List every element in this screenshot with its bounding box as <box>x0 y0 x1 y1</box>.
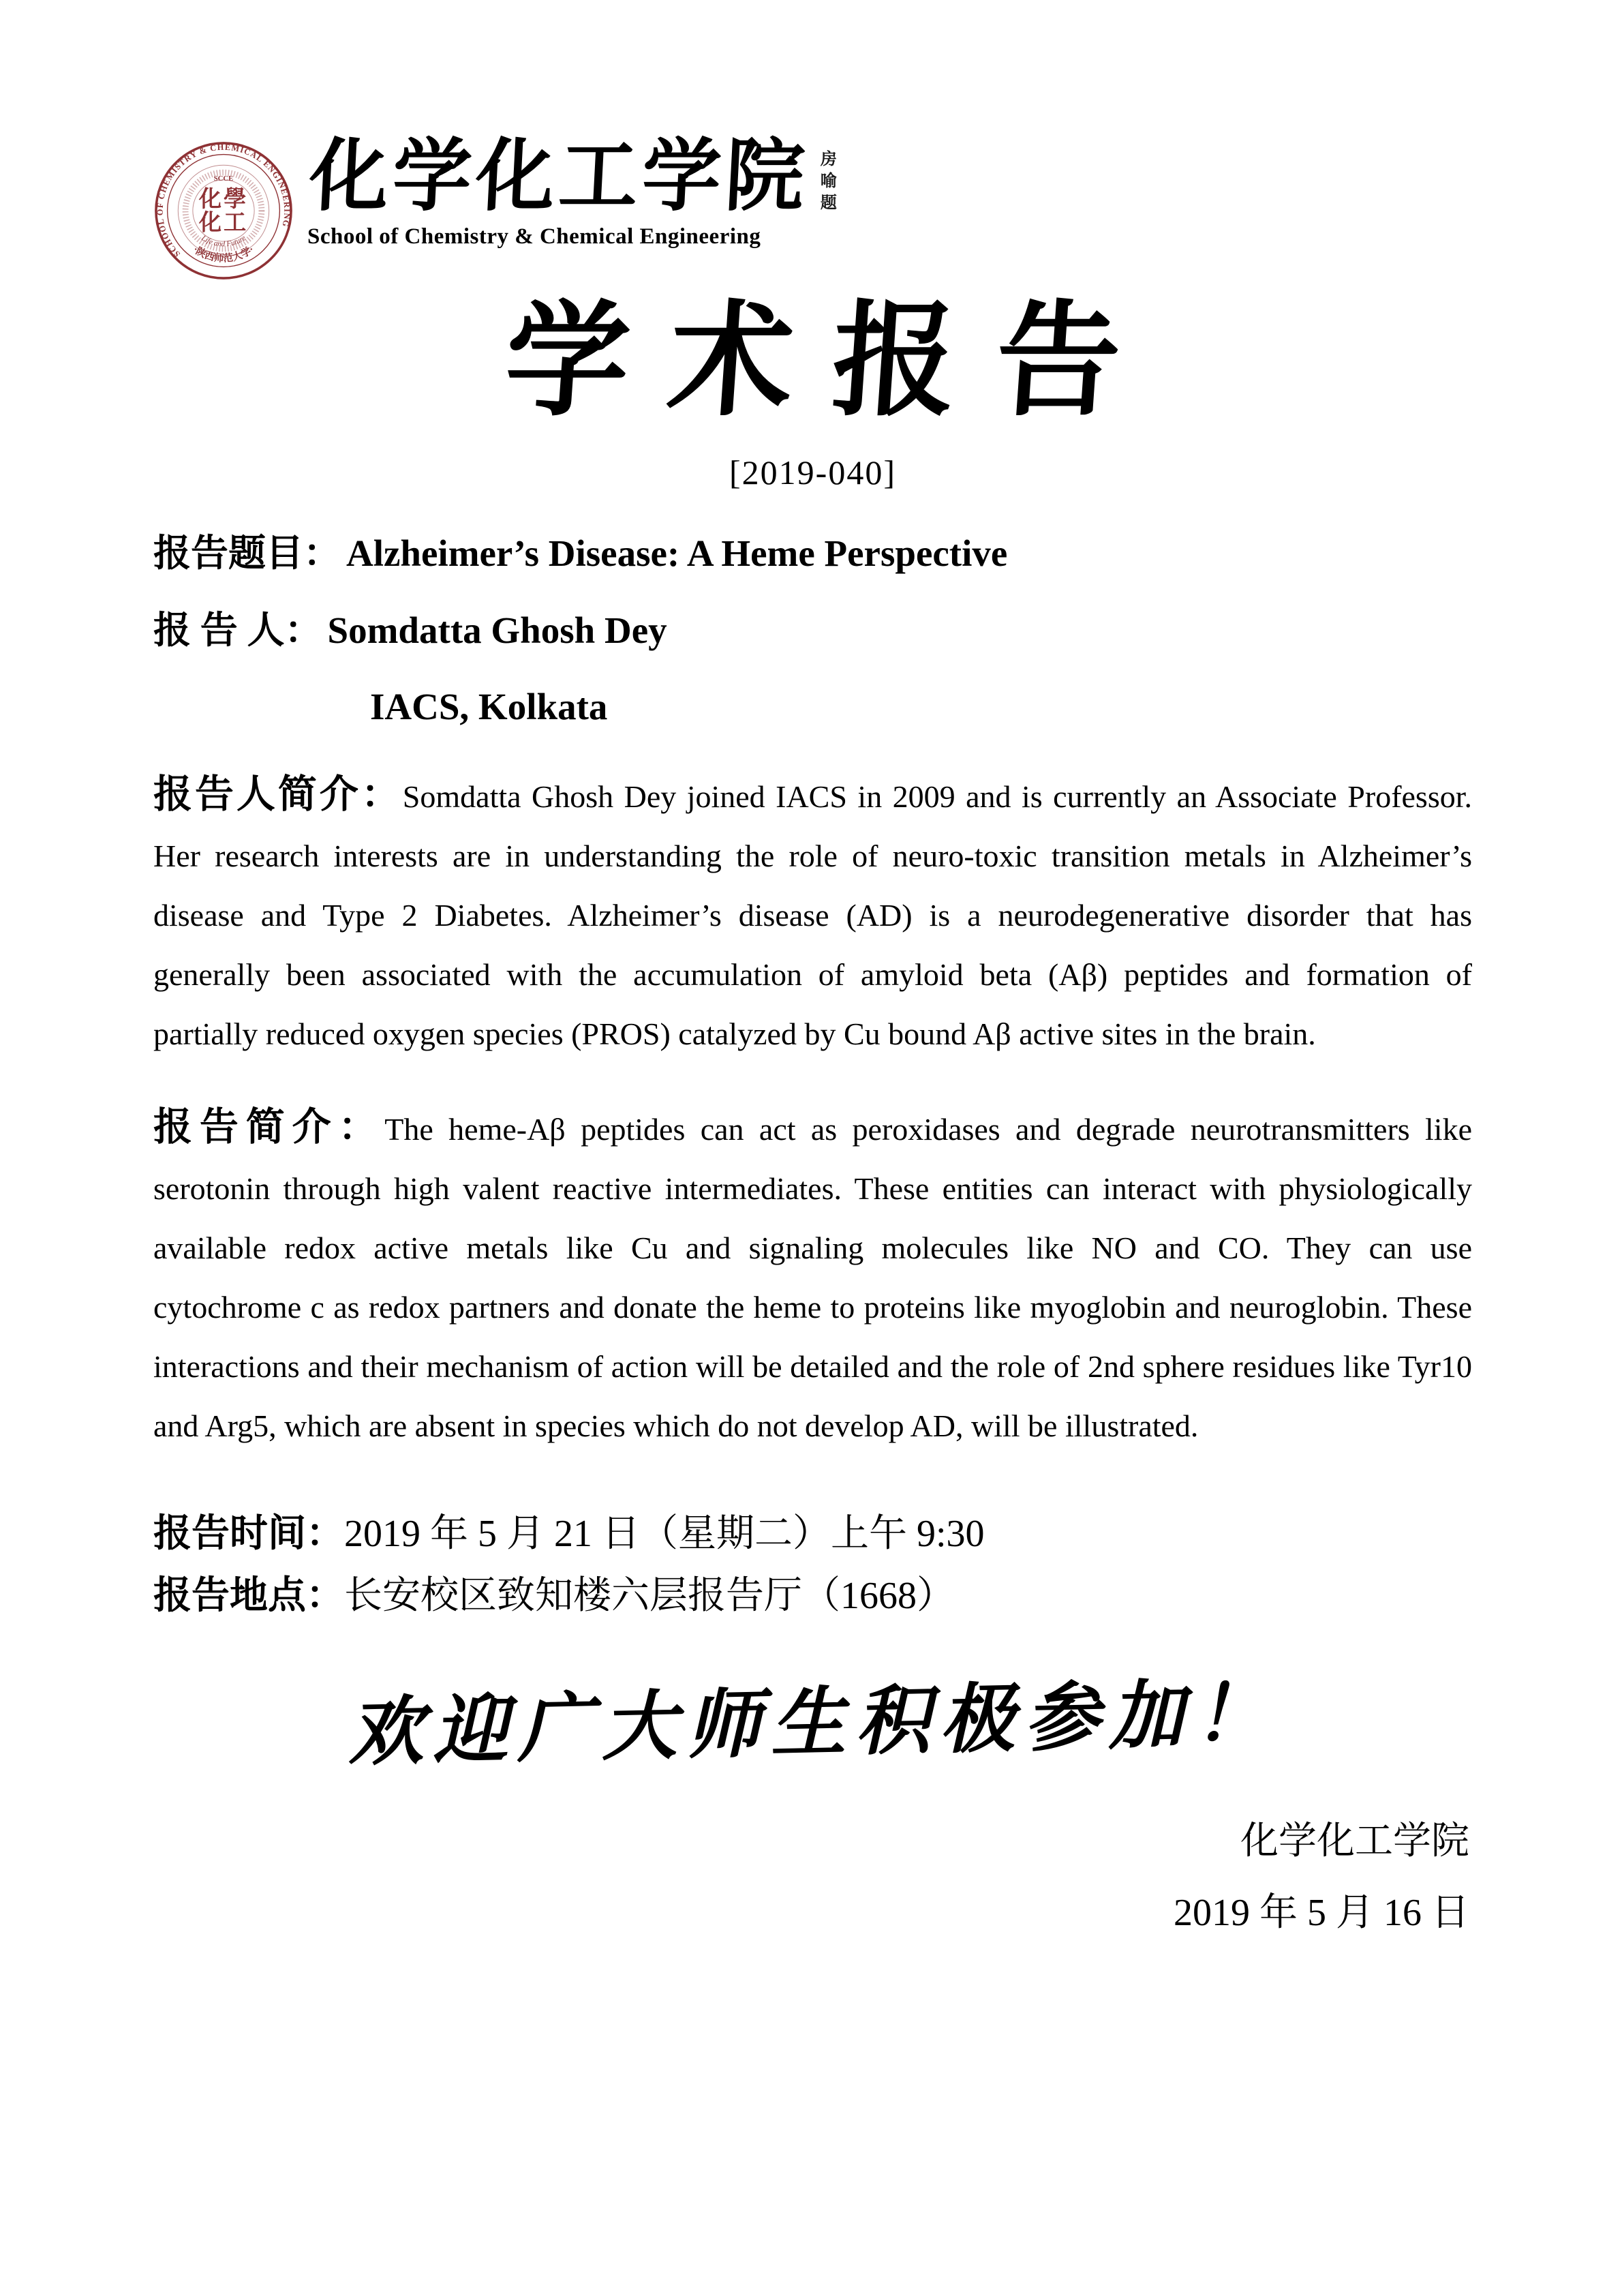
topic-row <box>153 530 1472 577</box>
announcement-number: [2019-040] <box>729 453 896 492</box>
affiliation-row <box>370 684 1472 731</box>
topic-value: Alzheimer’s Disease: A Heme Perspective <box>346 532 1008 574</box>
seal-university-text: ·陕西师范大学· <box>191 244 256 265</box>
calligrapher-inscription: 房喻题 <box>817 150 836 215</box>
time-value: 2019 年 5 月 21 日（星期二）上午 9:30 <box>344 1513 985 1556</box>
schedule-section <box>153 1503 1472 1627</box>
seal-ring-text: SCHOOL OF CHEMISTRY & CHEMICAL ENGINEERING <box>155 142 292 259</box>
seal-center-row1: 化學 <box>198 187 249 213</box>
venue-value: 长安校区致知楼六层报告厅（1668） <box>344 1574 955 1617</box>
venue-label: 报告地点： <box>153 1574 344 1617</box>
closing-date: 2019 年 5 月 16 日 <box>1174 1891 1469 1934</box>
abstract-paragraph <box>153 1098 1472 1455</box>
speaker-row <box>153 607 1472 654</box>
seal-motto: Life and Future <box>200 234 247 249</box>
time-label: 报告时间： <box>153 1513 344 1556</box>
seal-center-row2: 化工 <box>198 210 249 236</box>
speaker-bio-label: 报告人简介： <box>153 773 403 817</box>
topic-label: 报告题目： <box>153 532 341 574</box>
closing-block <box>153 1806 1472 1950</box>
speaker-bio-paragraph <box>153 765 1472 1063</box>
speaker-affiliation: IACS, Kolkata <box>370 686 608 728</box>
speaker-label: 报 告 人： <box>153 609 322 651</box>
abstract-label: 报告简介： <box>153 1106 385 1149</box>
welcome-calligraphy: 欢迎广大师生积极参加！ <box>347 1672 1279 1774</box>
speaker-bio-text: Somdatta Ghosh Dey joined IACS in 2009 and is currently an Associate Professor. Her research interests are in understanding the role of neuro-toxic transition metals in Alzheimer’s disease and Type 2 Diabetes. Alzheimer’s disease (AD) is a neurodegenerative disorder that has generally been associated with the accumulation of amyloid beta (Aβ) peptides and formation of partially reduced oxygen species (PROS) catalyzed by Cu bound Aβ active sites in the brain. <box>153 779 1473 1052</box>
speaker-value: Somdatta Ghosh Dey <box>327 609 667 651</box>
header <box>153 136 1472 281</box>
closing-org: 化学化工学院 <box>1240 1819 1469 1862</box>
school-name-english: School of Chemistry & Chemical Engineering <box>307 224 761 249</box>
time-row <box>153 1503 1472 1565</box>
info-section <box>153 530 1472 731</box>
school-name-calligraphy: 化学化工学院 <box>307 134 811 221</box>
seal-acronym: SCCE <box>213 174 234 183</box>
brand-block <box>307 134 811 250</box>
abstract-text: The heme-Aβ peptides can act as peroxidases and degrade neurotransmitters like serotonin through high valent reactive intermediates. These entities can interact with physiologically available redox active metals like Cu and signaling molecules like NO and CO. They can use cytochrome c as redox partners and donate the heme to proteins like myoglobin and neuroglobin. These interactions and their mechanism of action will be detailed and the role of 2nd sphere residues like Tyr10 and Arg5, which are absent in species which do not develop AD, will be illustrated. <box>153 1112 1472 1444</box>
school-seal-icon <box>153 140 294 281</box>
page-title-calligraphy: 学术报告 <box>500 294 1165 431</box>
venue-row <box>153 1565 1472 1627</box>
